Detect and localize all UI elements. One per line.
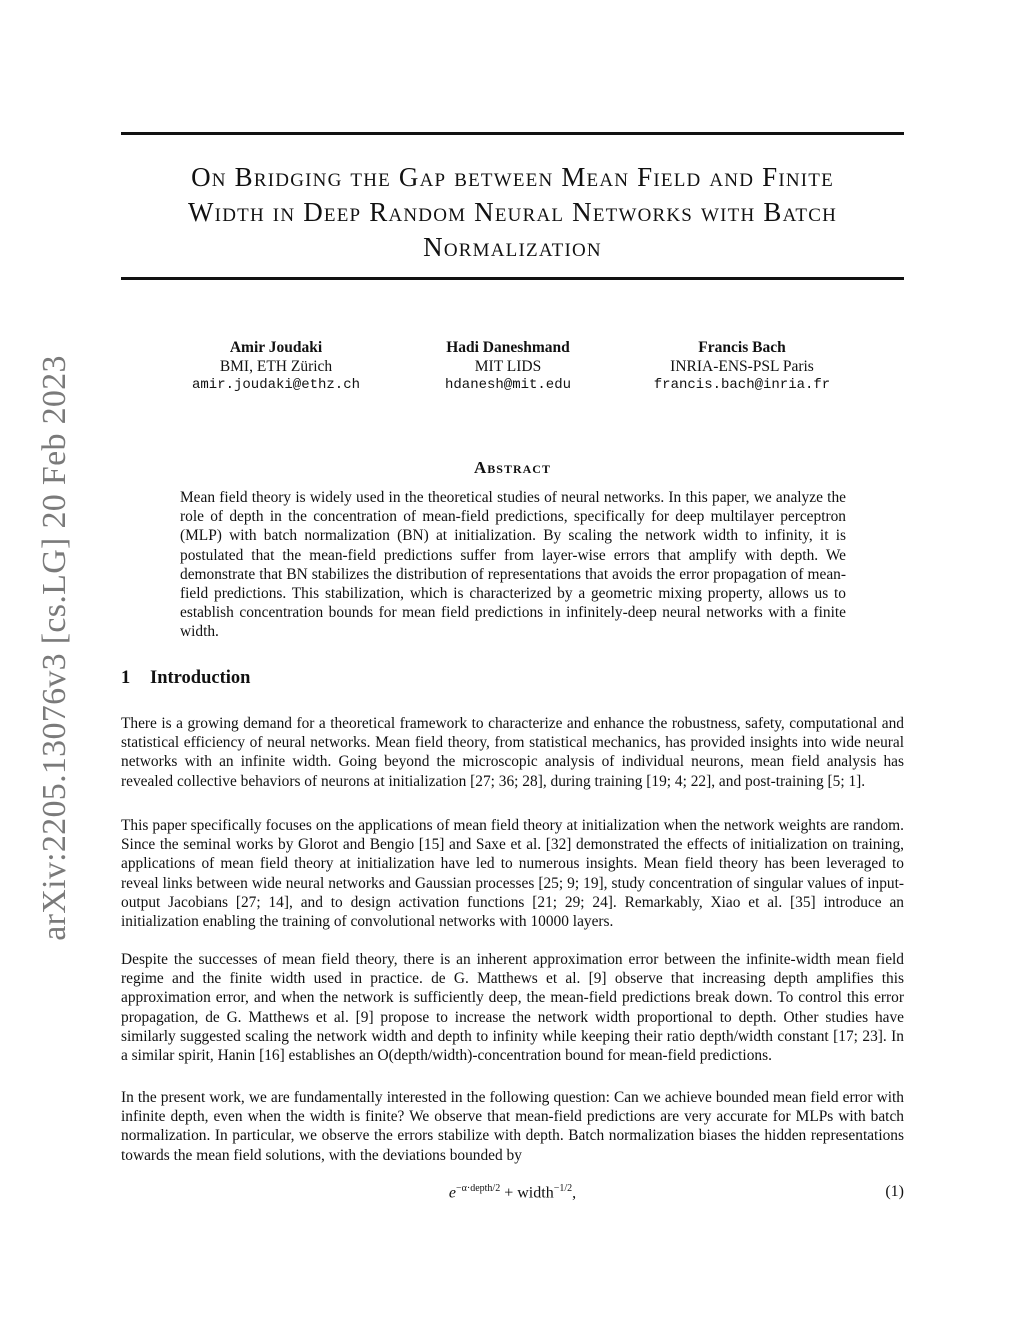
- section-number: 1: [121, 668, 131, 688]
- title-line-3: Normalization: [423, 232, 602, 262]
- paper-title: [121, 160, 904, 265]
- title-line-1: On Bridging the Gap between Mean Field and Finite: [191, 162, 834, 192]
- author-affiliation: BMI, ETH Zürich: [219, 357, 333, 375]
- abstract-text: Mean field theory is widely used in the theoretical studies of neural networks. In this paper, we analyze the role of depth in the concentration of mean-field predictions, specifically for deep multilayer perceptron (MLP) with batch normalization (BN) at initialization. By scaling the network width to infinity, it is postulated that the mean-field predictions suffer from layer-wise errors that amplify with depth. We demonstrate that BN stabilizes the distribution of representations that avoids the error propagation of mean-field predictions. This stabilization, which is characterized by a geometric mixing property, allows us to establish concentration bounds for mean field predictions in infinitely-deep neural networks with a finite width.: [180, 489, 846, 641]
- author-email: francis.bach@inria.fr: [653, 377, 831, 393]
- author-3: [622, 339, 862, 395]
- author-email: amir.joudaki@ethz.ch: [191, 377, 361, 393]
- author-2: [388, 339, 628, 395]
- intro-paragraph-1: There is a growing demand for a theoretical framework to characterize and enhance the robustness, safety, computational and statistical efficiency of neural networks. Mean field theory, from statistical mechanics, has provided insights into wide neural networks with an infinite width. Going beyond the microscopic analysis of individual neurons, mean field analysis has revealed collective behaviors of neurons at initialization [27; 36; 28], during training [19; 4; 22], and post-training [5; 1].: [121, 715, 904, 790]
- title-top-rule: [121, 132, 904, 135]
- equation-1: [121, 1183, 904, 1207]
- intro-paragraph-3: Despite the successes of mean field theory, there is an inherent approximation error between the infinite-width mean field regime and the finite width used in practice. de G. Matthews et al. [9] observe that increasing depth amplifies this approximation error, and when the network is sufficiently deep, the mean-field predictions break down. To control this error propagation, de G. Matthews et al. [9] propose to increase the network width proportional to depth. Other studies have similarly suggested scaling the network width and depth to infinity while keeping their ratio depth/width constant [17; 23]. In a similar spirit, Hanin [16] establishes an O(depth/width)-concentration bound for mean-field predictions.: [121, 951, 904, 1065]
- abstract-heading: Abstract: [474, 458, 551, 477]
- section-heading-introduction: [121, 668, 250, 689]
- equation-number: (1): [885, 1183, 904, 1200]
- author-block: [121, 339, 904, 399]
- author-name: Amir Joudaki: [229, 339, 323, 356]
- equation-trail: ,: [572, 1184, 577, 1202]
- equation-plus-width: + width: [500, 1184, 554, 1202]
- intro-paragraph-2: This paper specifically focuses on the applications of mean field theory at initialization when the network weights are random. Since the seminal works by Glorot and Bengio [15] and Saxe et al. [32] demonstrated the effects of initialization on training, applications of mean field theory at initialization have led to numerous insights. Mean field theory has been leveraged to reveal links between wide neural networks and Gaussian processes [25; 9; 19], study concentration of singular values of input-output Jacobians [27; 14], and to design activation functions [21; 29; 24]. Remarkably, Xiao et al. [35] introduce an initialization enabling the training of convolutional networks with 10000 layers.: [121, 817, 904, 931]
- author-affiliation: MIT LIDS: [474, 357, 542, 375]
- author-affiliation: INRIA-ENS-PSL Paris: [670, 357, 814, 375]
- arxiv-identifier-stamp: arXiv:2205.13076v3 [cs.LG] 20 Feb 2023: [36, 355, 73, 941]
- equation-exponent: −α·depth/2: [456, 1183, 501, 1194]
- intro-paragraph-4: In the present work, we are fundamentally interested in the following question: Can we achieve bounded mean field error with infinite depth, even when the width is finite? We observe that mean-field predictions are very accurate for MLPs with batch normalization. In particular, we observe the errors stabilize with depth. Batch normalization biases the hidden representations towards the mean field solutions, with the deviations bounded by: [121, 1089, 904, 1164]
- author-name: Hadi Daneshmand: [446, 339, 570, 356]
- author-name: Francis Bach: [698, 339, 786, 356]
- title-bottom-rule: [121, 277, 904, 280]
- section-title: Introduction: [150, 668, 251, 688]
- equation-expression: [121, 1183, 904, 1202]
- title-line-2: Width in Deep Random Neural Networks with Batch: [188, 197, 837, 227]
- author-1: [156, 339, 396, 395]
- equation-exponent-2: −1/2: [553, 1183, 573, 1194]
- equation-base: e: [448, 1184, 456, 1202]
- author-email: hdanesh@mit.edu: [444, 377, 572, 393]
